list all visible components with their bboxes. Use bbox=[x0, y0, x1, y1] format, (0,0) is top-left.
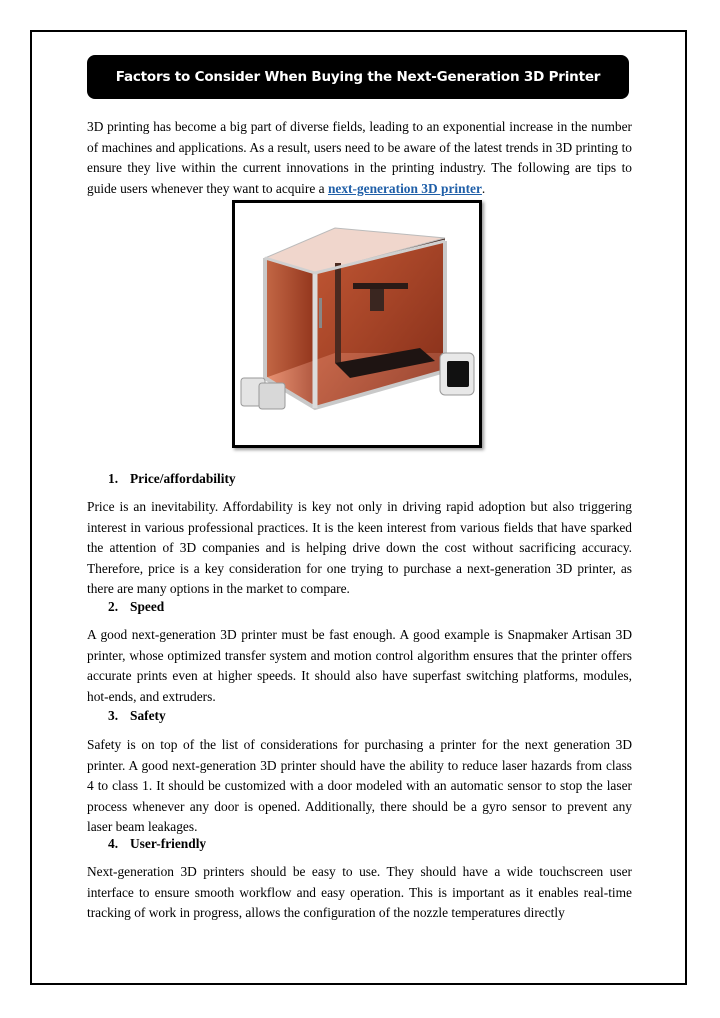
document-title-text: Factors to Consider When Buying the Next-Generation 3D Printer bbox=[115, 69, 601, 85]
section-title: Price/affordability bbox=[130, 471, 236, 486]
section-title: Speed bbox=[130, 599, 165, 614]
section-title: Safety bbox=[130, 708, 166, 723]
3d-printer-enclosure-image bbox=[235, 203, 479, 445]
section-number: 2. bbox=[108, 599, 119, 614]
section-heading-1 bbox=[108, 471, 236, 487]
section-number: 4. bbox=[108, 836, 119, 851]
section-heading-2 bbox=[108, 599, 164, 615]
next-generation-3d-printer-link[interactable]: next-generation 3D printer bbox=[327, 180, 482, 196]
section-number: 1. bbox=[108, 471, 119, 486]
document-title bbox=[87, 55, 629, 99]
printer-figure bbox=[232, 200, 482, 448]
section-title: User-friendly bbox=[130, 836, 207, 851]
section-number: 3. bbox=[108, 708, 119, 723]
intro-paragraph bbox=[87, 117, 632, 199]
section-body-2: A good next-generation 3D printer must be fast enough. A good example is Snapmaker Artisan 3D printer, whose optimized transfer system and motion control algorithm ensures that the printer offers accurate prints even at higher speeds. It should also have superfast switching platforms, modules, hot-ends, and extruders. bbox=[87, 627, 632, 704]
section-body-4: Next-generation 3D printers should be easy to use. They should have a wide touchscreen user interface to ensure smooth workflow and easy operation. This is important as it enables real-time tracking of work in progress, allows the configuration of the nozzle temperatures directly bbox=[87, 864, 632, 920]
intro-text-end: . bbox=[481, 180, 486, 196]
section-heading-3 bbox=[108, 708, 166, 724]
section-body-1: Price is an inevitability. Affordability is key not only in driving rapid adoption but also triggering interest in various professional practices. It is the keen interest from various fields that have sparked the attention of 3D companies and is helping drive down the cost without sacrificing accuracy. Therefore, price is a key consideration for one trying to purchase a next-generation 3D printer, as there are many options in the market to compare. bbox=[87, 499, 632, 596]
section-body-3: Safety is on top of the list of considerations for purchasing a printer for the next generation 3D printer. A good next-generation 3D printer should have the ability to reduce laser hazards from class 4 to class 1. It should be customized with a door modeled with an automatic sensor to stop the laser process whenever any door is opened. Additionally, there should be a gyro sensor to prevent any laser beam leakages. bbox=[87, 737, 632, 834]
intro-text: 3D printing has become a big part of diverse fields, leading to an exponential increase in the number of machines and applications. As a result, users need to be aware of the latest trends in 3D printing to ensure they live within the current innovations in the printing industry. The following are tips to guide users whenever they want to acquire a bbox=[87, 119, 632, 196]
section-heading-4 bbox=[108, 836, 206, 852]
